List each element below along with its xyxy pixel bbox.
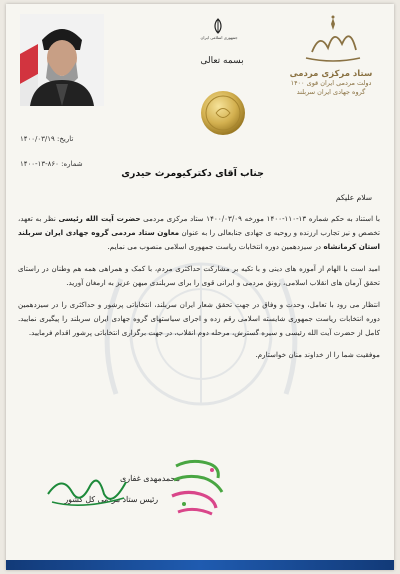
letter-number: شماره: ۸۶۰-۱۳-۱۴۰۰ bbox=[20, 160, 83, 168]
organization-title: ستاد مرکزی مردمی دولت مردمی ایران قوی ۱۴۰۰ گروه جهادی ایران سربلند bbox=[289, 69, 373, 96]
letter-date: تاریخ: ۱۴۰۰/۰۳/۱۹ bbox=[20, 135, 74, 143]
letter-body bbox=[18, 212, 380, 370]
basmala-heading: بسمه تعالی bbox=[200, 56, 244, 66]
greeting: سلام علیکم bbox=[335, 193, 372, 202]
campaign-emblem-icon bbox=[298, 14, 368, 66]
recipient-name: جناب آقای دکترکیومرث حیدری bbox=[121, 168, 264, 179]
body-paragraph-4: موفقیت شما را از خداوند منان خواستارم. bbox=[255, 350, 380, 359]
iran-emblem-icon bbox=[211, 18, 225, 34]
handwritten-signature bbox=[42, 464, 132, 514]
signatory-name: محمدمهدی غفاری bbox=[119, 474, 180, 483]
portrait-photo bbox=[20, 14, 104, 106]
gold-seal-icon bbox=[200, 90, 246, 136]
body-paragraph-3: انتظار می رود با تعامل، وحدت و وفاق در جهت تحقق شعار ایران سربلند، انتخاباتی پرشور و حداکثری را در سیزدهمین دوره انتخابات ریاست جمهوری شایسته اسلامی رقم زده و اجرای سیاستهای گروه جهادی ایران سربلند را پیگیری نمایید. کامل از حضرت آیت الله رئیسی و سیره گسترش، مرحله دوم انقلاب، در جهت برگزاری انتخاباتی پرشور اقدام فرمایید. bbox=[18, 300, 380, 337]
body-paragraph-2: امید است با الهام از آموزه های دینی و با تکیه بر مشارکت حداکثری مردم، با کمک و همراهی همه هم وطنان در راستای تحقق آرمان های انقلاب اسلامی، رونق مردمی و ایرانی قوی را برای سربلندی میهن عزیز به ارمغان آورید. bbox=[18, 264, 380, 287]
body-paragraph-1: با استناد به حکم شماره ۱۳-۱۱۰-۱۴۰۰ مورخه ۱۴۰۰/۰۳/۰۹ ستاد مرکزی مردمی حضرت آیت الله رئیسی نظر به تعهد، تخصص و نیز تجارب ارزنده و روحیه ی جهادی جنابعالی را به عنوان معاون ستاد مردمی گروه جهادی ایران سربلند استان کرمانشاه در سیزدهمین دوره انتخابات ریاست جمهوری اسلامی منصوب می نمایم. bbox=[18, 214, 380, 251]
campaign-stamp bbox=[166, 456, 228, 520]
signatory-title: رئیس ستاد مردمی کل کشور bbox=[64, 495, 158, 504]
letter-page bbox=[6, 4, 394, 570]
government-logo-text: جمهوری اسلامی ایران bbox=[200, 35, 238, 40]
footer-bar bbox=[6, 560, 394, 570]
